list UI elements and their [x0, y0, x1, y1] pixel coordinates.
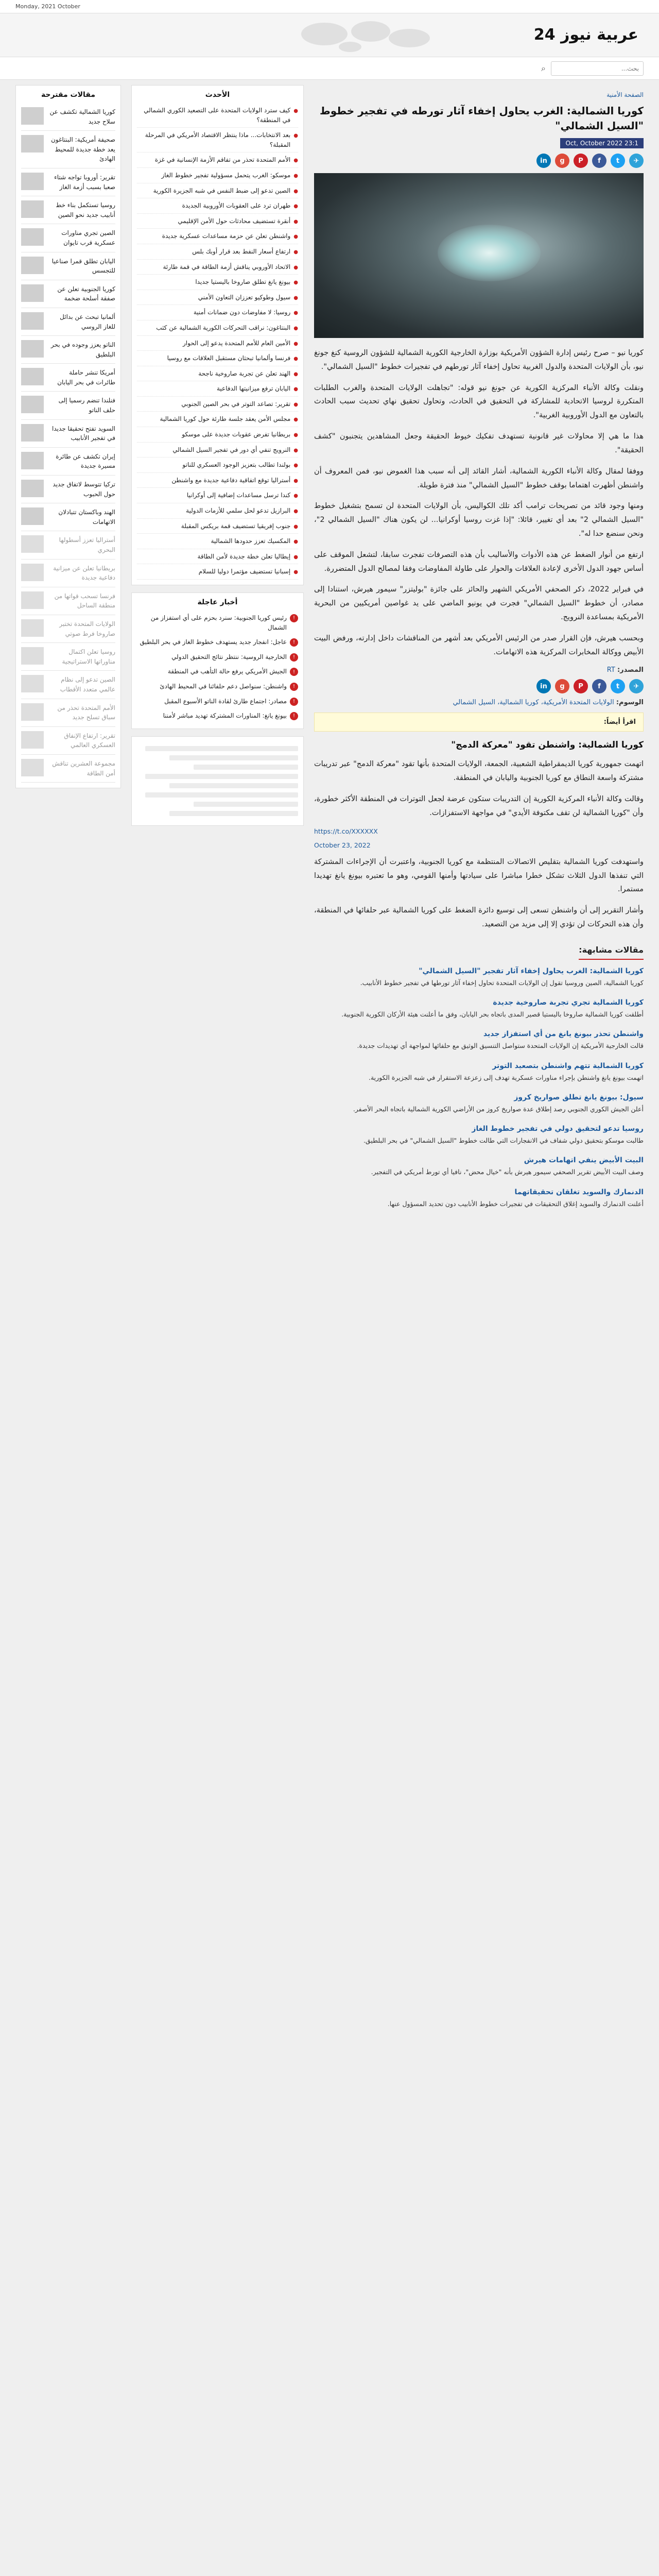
bullet-icon: ● — [293, 371, 298, 377]
twitter-share-icon[interactable]: t — [611, 679, 625, 693]
latest-item-text[interactable]: إيطاليا تعلن خطة جديدة لأمن الطاقة — [197, 552, 291, 560]
latest-item[interactable] — [137, 503, 298, 519]
placeholder-line — [169, 783, 298, 788]
sidebar-thumbnail[interactable] — [21, 424, 44, 442]
faded-content-box — [131, 736, 304, 826]
tweet-date: October 23, 2022 — [314, 841, 371, 849]
sidebar-item[interactable] — [21, 252, 115, 280]
sidebar-item[interactable] — [21, 420, 115, 448]
related-item[interactable] — [314, 1030, 644, 1051]
sidebar-item[interactable] — [21, 699, 115, 727]
breaking-item-text[interactable]: رئيس كوريا الجنوبية: سنرد بحزم على أي استفزاز من الشمال — [150, 614, 287, 631]
bullet-icon: ● — [293, 158, 298, 164]
sidebar-item[interactable] — [21, 280, 115, 308]
bullet-icon: ● — [293, 523, 298, 530]
bullet-icon: ● — [293, 463, 298, 469]
related-item-title[interactable]: سيول: بيونغ يانغ تطلق صواريخ كروز — [514, 1093, 644, 1101]
latest-item[interactable] — [137, 229, 298, 244]
related-item-desc: أطلقت كوريا الشمالية صاروخا باليستيا قصير المدى باتجاه بحر اليابان، وفق ما أعلنت هيئة الأركان الكورية الجنوبية. — [341, 1010, 644, 1018]
google-share-icon[interactable]: g — [555, 154, 569, 168]
latest-item[interactable] — [137, 198, 298, 214]
search-bar — [0, 57, 659, 80]
bullet-icon: ● — [293, 554, 298, 560]
sidebar-item[interactable] — [21, 196, 115, 224]
sidebar-item[interactable] — [21, 131, 115, 168]
latest-item[interactable] — [137, 381, 298, 397]
article-paragraph: واستهدفت كوريا الشمالية بتقليص الاتصالات المنتظمة مع كوريا الجنوبية، واعتبرت أن الإجراءات المشتركة التي تنفذها الدول الثلاث تشكل خطرا مباشرا على سيادتها وأمنها القومي، وهو ما تعتبره بيونغ يانغ تهديدا مستمرا. — [314, 857, 644, 894]
sidebar-thumbnail[interactable] — [21, 731, 44, 749]
sidebar-item-text[interactable]: بريطانيا تعلن عن ميزانية دفاعية جديدة — [53, 564, 115, 582]
related-item[interactable] — [314, 1062, 644, 1083]
placeholder-line — [194, 765, 298, 770]
article-paragraph: ومنها وجود قائد من تصريحات ترامب أكد تلك الكواليس، بأن الولايات المتحدة لن تسمح بتشغيل خطوط "السيل الشمالي 2" بعد أي تغيير، قائلا: "إذا غزت روسيا أوكرانيا... لن يكون هناك "السيل الشمالي 2"، ونحن سنضع حدا له". — [314, 502, 644, 538]
sidebar-thumbnail[interactable] — [21, 452, 44, 469]
latest-item[interactable] — [137, 549, 298, 565]
latest-item-text[interactable]: جنوب إفريقيا تستضيف قمة بريكس المقبلة — [181, 522, 291, 530]
bullet-icon: ● — [293, 173, 298, 179]
google-share-icon[interactable]: g — [555, 679, 569, 693]
latest-item[interactable] — [137, 457, 298, 473]
latest-item[interactable] — [137, 366, 298, 382]
search-input[interactable] — [551, 61, 644, 76]
latest-news-box — [131, 85, 304, 585]
latest-item-text[interactable]: بريطانيا تفرض عقوبات جديدة على موسكو — [182, 431, 291, 438]
bullet-icon: ● — [293, 204, 298, 210]
breaking-item[interactable] — [137, 708, 298, 723]
sidebar-thumbnail[interactable] — [21, 619, 44, 637]
alert-icon: ! — [290, 668, 298, 676]
latest-item[interactable] — [137, 427, 298, 443]
breaking-news-box — [131, 592, 304, 729]
bullet-icon: ● — [293, 417, 298, 423]
latest-item-text[interactable]: أستراليا توقع اتفاقية دفاعية جديدة مع واشنطن — [171, 476, 291, 484]
sidebar-item-text[interactable]: السويد تفتح تحقيقا جديدا في تفجير الأنابيب — [52, 425, 115, 442]
latest-item-text[interactable]: الهند تعلن عن تجربة صاروخية ناجحة — [198, 369, 291, 377]
sidebar-thumbnail[interactable] — [21, 675, 44, 692]
sidebar-item[interactable] — [21, 308, 115, 336]
sidebar-item[interactable] — [21, 615, 115, 643]
latest-item[interactable] — [137, 275, 298, 290]
latest-item[interactable] — [137, 320, 298, 336]
search-icon[interactable]: ⌕ — [541, 63, 546, 73]
bullet-icon: ● — [293, 401, 298, 408]
breadcrumb-section[interactable]: الصفحة الأمنية — [606, 91, 644, 98]
sidebar-item[interactable] — [21, 476, 115, 503]
sidebar-item-text[interactable]: فنلندا تنضم رسميا إلى حلف الناتو — [58, 397, 115, 414]
alert-icon: ! — [290, 638, 298, 647]
alert-icon: ! — [290, 712, 298, 720]
sidebar-item-text[interactable]: تقرير: ارتفاع الإنفاق العسكري العالمي — [64, 732, 115, 749]
related-item-title[interactable]: واشنطن تحذر بيونغ يانغ من أي استفزاز جديد — [483, 1030, 644, 1039]
sidebar-item-text[interactable]: الصين تدعو إلى نظام عالمي متعدد الأقطاب — [60, 676, 115, 693]
article-hero-image — [314, 173, 644, 338]
sidebar-item[interactable] — [21, 364, 115, 392]
latest-item-text[interactable]: الأمين العام للأمم المتحدة يدعو إلى الحوار — [182, 339, 291, 347]
telegram-share-icon[interactable]: ✈ — [629, 154, 644, 168]
placeholder-line — [194, 802, 298, 807]
latest-item[interactable] — [137, 473, 298, 488]
related-item-title[interactable]: كوريا الشمالية تجري تجربة صاروخية جديدة — [493, 998, 644, 1007]
breaking-item-text[interactable]: بيونغ يانغ: المناورات المشتركة تهديد مباشر لأمننا — [163, 712, 287, 720]
sidebar-item-text[interactable]: فرنسا تسحب قواتها من منطقة الساحل — [54, 592, 115, 609]
breaking-item-text[interactable]: عاجل: انفجار جديد يستهدف خطوط الغاز في بحر البلطيق — [140, 638, 287, 646]
sidebar-item-text[interactable]: اليابان تطلق قمرا صناعيا للتجسس — [51, 257, 115, 275]
sidebar-thumbnail[interactable] — [21, 200, 44, 218]
related-item-title[interactable]: كوريا الشمالية: الغرب يحاول إخفاء آثار تفجير "السيل الشمالي" — [419, 967, 644, 975]
sidebar-item-text[interactable]: كوريا الجنوبية تعلن عن صفقة أسلحة ضخمة — [57, 285, 115, 302]
sidebar-item[interactable] — [21, 560, 115, 587]
facebook-share-icon[interactable]: f — [592, 154, 606, 168]
latest-item-text[interactable]: أنقرة تستضيف محادثات حول الأمن الإقليمي — [178, 217, 291, 225]
bullet-icon: ● — [293, 280, 298, 286]
breaking-item-text[interactable]: واشنطن: سنواصل دعم حلفائنا في المحيط الهادئ — [160, 682, 287, 690]
bullet-icon: ● — [293, 249, 298, 255]
latest-item[interactable] — [137, 128, 298, 152]
article-column — [314, 85, 644, 1219]
breaking-item[interactable] — [137, 635, 298, 650]
bullet-icon: ● — [293, 234, 298, 240]
sidebar-item-text[interactable]: الأمم المتحدة تحذر من سباق تسلح جديد — [57, 704, 115, 721]
latest-item[interactable] — [137, 214, 298, 229]
related-item[interactable] — [314, 1156, 644, 1177]
latest-item-text[interactable]: إسبانيا تستضيف مؤتمرا دوليا للسلام — [198, 568, 291, 575]
bullet-icon: ● — [293, 478, 298, 484]
sidebar-item-text[interactable]: إيران تكشف عن طائرة مسيرة جديدة — [56, 452, 115, 470]
sidebar-item[interactable] — [21, 103, 115, 131]
latest-item-text[interactable]: النرويج تنفي أي دور في تفجير السيل الشمالي — [172, 446, 291, 453]
breaking-item[interactable] — [137, 650, 298, 665]
breaking-list — [137, 611, 298, 723]
sidebar-item[interactable] — [21, 643, 115, 671]
bullet-icon: ● — [293, 386, 298, 393]
bullet-icon: ● — [293, 356, 298, 362]
sidebar-item-text[interactable]: صحيفة أمريكية: البنتاغون يعد خطة جديدة للمحيط الهادئ — [51, 136, 115, 163]
linkedin-share-icon[interactable]: in — [536, 679, 551, 693]
bullet-icon: ● — [293, 310, 298, 316]
facebook-share-icon[interactable]: f — [592, 679, 606, 693]
latest-item[interactable] — [137, 103, 298, 128]
article-paragraph: ونقلت وكالة الأنباء المركزية الكورية عن جونغ نيو قوله: "تجاهلت الولايات المتحدة والغرب الطلبات المتكررة لروسيا الاتحادية للمشاركة في التحقيق في الحادث، وتحاول تحقيق نهاي تحديث سبب الحادث بالتعاون مع الدول الأوروبية الغربية". — [314, 383, 644, 420]
sidebar-item-text[interactable]: أمريكا تنشر حاملة طائرات في بحر اليابان — [57, 369, 115, 386]
placeholder-line — [145, 774, 298, 779]
latest-item[interactable] — [137, 564, 298, 580]
article-paragraph: ووفقا لمقال وكالة الأنباء الكورية الشمالية، أشار القائد إلى أنه سبب هذا الغموض نيو، فمن المعروف أن واشنطن أظهرت اهتماما بوقف خطوط "السيل الشمالي" منذ فترة طويلة. — [314, 467, 644, 489]
related-item-title[interactable]: البيت الأبيض ينفي اتهامات هيرش — [524, 1156, 644, 1165]
placeholder-line — [145, 792, 298, 798]
sidebar-item-text[interactable]: الصين تجري مناورات عسكرية قرب تايوان — [61, 229, 115, 246]
article-source — [314, 666, 644, 674]
related-item-desc: أعلنت الدنمارك والسويد إغلاق التحقيقات في تفجيرات خطوط الأنابيب دون تحديد المسؤول عنها. — [387, 1199, 644, 1208]
related-item[interactable] — [314, 1093, 644, 1114]
related-item[interactable] — [314, 1125, 644, 1146]
bullet-icon: ● — [293, 264, 298, 270]
source-value: RT — [606, 666, 615, 674]
share-bar-bottom — [314, 679, 644, 693]
suggested-box — [15, 85, 121, 788]
breaking-item[interactable] — [137, 611, 298, 635]
bullet-icon: ● — [293, 493, 298, 499]
article-subhead: كوريا الشمالية: واشنطن تقود "معركة الدمج" — [451, 740, 644, 751]
sidebar-item-text[interactable]: مجموعة العشرين تناقش أمن الطاقة — [52, 759, 115, 777]
latest-item-text[interactable]: اليابان ترفع ميزانيتها الدفاعية — [216, 385, 291, 393]
article-paragraph: وأشار التقرير إلى أن واشنطن تسعى إلى توسيع دائرة الضغط على كوريا الشمالية عبر حلفائها في المنطقة، وأن هذه التحركات لن تؤدي إلا إلى مزيد من التصعيد. — [314, 906, 644, 928]
article-paragraph: في فبراير 2022، ذكر الصحفي الأمريكي الشهير والحائز على جائزة "بوليتزر" سيمور هيرش، استنادا إلى مصادر، أن خطوط "السيل الشمالي" فجرت في يونيو الماضي على يد غواصين أمريكيين من البحرية الأمريكية بمساعدة النرويج. — [314, 585, 644, 621]
latest-title: الأحدث — [205, 91, 230, 99]
read-also-box — [314, 713, 644, 732]
latest-item[interactable] — [137, 351, 298, 366]
twitter-share-icon[interactable]: t — [611, 154, 625, 168]
related-item-desc: كوريا الشمالية، الصين وروسيا تقول إن الولايات المتحدة تحاول إخفاء آثار تورطها في تفجير خطوط الأنابيب. — [360, 978, 644, 987]
alert-icon: ! — [290, 698, 298, 706]
tweet-link[interactable]: https://t.co/XXXXXX — [314, 827, 378, 835]
latest-item-text[interactable]: ارتفاع أسعار النفط بعد قرار أوبك بلس — [192, 247, 291, 255]
breaking-title: أخبار عاجلة — [197, 598, 238, 606]
bullet-icon: ● — [293, 509, 298, 515]
latest-item[interactable] — [137, 443, 298, 458]
breadcrumb — [314, 85, 644, 104]
sidebar-thumbnail[interactable] — [21, 564, 44, 581]
sidebar — [15, 85, 121, 788]
related-item-desc: قالت الخارجية الأمريكية إن الولايات المتحدة ستواصل التنسيق الوثيق مع حلفائها لمواجهة أي تهديدات جديدة. — [357, 1042, 644, 1050]
latest-item-text[interactable]: بولندا تطالب بتعزيز الوجود العسكري للناتو — [182, 461, 291, 469]
sidebar-item[interactable] — [21, 448, 115, 476]
sidebar-list — [21, 103, 115, 783]
sidebar-item[interactable] — [21, 168, 115, 196]
latest-item-text[interactable]: موسكو: الغرب يتحمل مسؤولية تفجير خطوط الغاز — [161, 171, 291, 179]
alert-icon: ! — [290, 683, 298, 691]
alert-icon: ! — [290, 614, 298, 622]
latest-item-text[interactable]: فرنسا وألمانيا تبحثان مستقبل العلاقات مع روسيا — [167, 354, 291, 362]
latest-item[interactable] — [137, 336, 298, 351]
placeholder-line — [169, 755, 298, 760]
article-paragraph: كوريا نيو – صرح رئيس إدارة الشؤون الأمريكية بوزارة الخارجية الكورية الشمالية للشؤون الروسية كنغ جونغ نيو، بأن الولايات المتحدة والدول الغربية تحاول إخفاء آثار تورطهم في تفجيرات خطوط "السيل الشمالي". — [314, 349, 644, 371]
latest-item-text[interactable]: بيونغ يانغ تطلق صاروخا باليستيا جديدا — [195, 278, 291, 286]
related-title: مقالات مشابهة: — [579, 945, 644, 960]
article-paragraph: هذا ما هي إلا محاولات غير قانونية تستهدف تفكيك خيوط الحقيقة وجعل المشاهدين يتجنبون "كشف الحقيقة". — [314, 432, 644, 454]
article-title: كوريا الشمالية: الغرب يحاول إخفاء آثار تورطه في تفجير خطوط "السيل الشمالي" — [320, 105, 644, 132]
bullet-icon: ● — [293, 539, 298, 545]
tags-label: الوسوم: — [616, 699, 644, 707]
telegram-share-icon[interactable]: ✈ — [629, 679, 644, 693]
related-item[interactable] — [314, 967, 644, 988]
bullet-icon: ● — [293, 295, 298, 301]
breaking-item-text[interactable]: مصادر: اجتماع طارئ لقادة الناتو الأسبوع المقبل — [164, 697, 287, 705]
sidebar-item-text[interactable]: الهند وباكستان تتبادلان الاتهامات — [58, 509, 115, 526]
bullet-icon: ● — [293, 341, 298, 347]
sidebar-thumbnail[interactable] — [21, 591, 44, 609]
tag-extra: ، كوريا الشمالية، السيل الشمالي — [453, 699, 544, 707]
latest-item[interactable] — [137, 519, 298, 534]
latest-item-text[interactable]: بعد الانتخابات... ماذا ينتظر الاقتصاد الأمريكي في المرحلة المقبلة؟ — [145, 131, 291, 148]
latest-item[interactable] — [137, 244, 298, 260]
sidebar-thumbnail[interactable] — [21, 703, 44, 721]
bullet-icon: ● — [293, 188, 298, 194]
related-articles — [314, 945, 644, 1209]
pinterest-share-icon[interactable]: P — [574, 154, 588, 168]
latest-item[interactable] — [137, 290, 298, 306]
site-logo[interactable]: عربية نيوز 24 — [533, 26, 638, 44]
related-item[interactable] — [314, 1188, 644, 1209]
sidebar-thumbnail[interactable] — [21, 312, 44, 330]
brand-bar — [0, 13, 659, 57]
latest-item[interactable] — [137, 488, 298, 503]
bullet-icon: ● — [293, 133, 298, 139]
sidebar-thumbnail[interactable] — [21, 507, 44, 525]
latest-item-text[interactable]: البنتاغون: نراقب التحركات الكورية الشمالية عن كثب — [156, 324, 291, 331]
latest-item-text[interactable]: روسيا: لا مفاوضات دون ضمانات أمنية — [193, 309, 291, 316]
placeholder-line — [169, 811, 298, 816]
pinterest-share-icon[interactable]: P — [574, 679, 588, 693]
breaking-item[interactable] — [137, 694, 298, 709]
sidebar-item[interactable] — [21, 727, 115, 755]
sidebar-item[interactable] — [21, 671, 115, 699]
latest-item[interactable] — [137, 534, 298, 549]
bullet-icon: ● — [293, 325, 298, 331]
latest-item[interactable] — [137, 152, 298, 168]
article-paragraph: اتهمت جمهورية كوريا الديمقراطية الشعبية، الجمعة، الولايات المتحدة بأنها تقود "معركة الدمج" عبر تدريبات مشتركة واسعة النطاق مع كوريا الجنوبية واليابان في المنطقة. — [314, 760, 644, 783]
sidebar-item-text[interactable]: كوريا الشمالية تكشف عن سلاح جديد — [49, 108, 115, 125]
sidebar-item[interactable] — [21, 587, 115, 615]
sidebar-thumbnail[interactable] — [21, 368, 44, 385]
sidebar-item-text[interactable]: تقرير: أوروبا تواجه شتاء صعبا بسبب أزمة الغاز — [54, 173, 115, 191]
latest-item[interactable] — [137, 168, 298, 183]
related-item-desc: أعلن الجيش الكوري الجنوبي رصد إطلاق عدة صواريخ كروز من الأراضي الكورية الشمالية باتجاه البحر الأصفر. — [353, 1105, 644, 1113]
sidebar-item-text[interactable]: أستراليا تعزز أسطولها البحري — [59, 536, 115, 553]
latest-item-text[interactable]: المكسيك تعزز حدودها الشمالية — [211, 537, 291, 545]
sidebar-item-text[interactable]: ألمانيا تبحث عن بدائل للغاز الروسي — [60, 313, 115, 330]
latest-item[interactable] — [137, 305, 298, 320]
sidebar-item[interactable] — [21, 392, 115, 419]
bullet-icon: ● — [293, 108, 298, 114]
sidebar-thumbnail[interactable] — [21, 396, 44, 413]
sidebar-item-text[interactable]: روسيا تعلن اكتمال مناوراتها الاستراتيجية — [62, 648, 115, 665]
sidebar-thumbnail[interactable] — [21, 759, 44, 776]
article-paragraph: وبحسب هيرش، فإن القرار صدر من الرئيس الأمريكي بعد أشهر من المناقشات داخل إدارته، ورفض البيت الأبيض ووكالة المخابرات المركزية هذه الاتهامات. — [314, 634, 644, 656]
gas-leak-glow — [438, 225, 541, 281]
latest-item-text[interactable]: سيول وطوكيو تعززان التعاون الأمني — [198, 293, 291, 301]
breaking-item[interactable] — [137, 664, 298, 679]
latest-item-text[interactable]: كيف سترد الولايات المتحدة على التصعيد الكوري الشمالي في المنطقة؟ — [144, 107, 291, 124]
top-bar — [0, 0, 659, 13]
article-tags — [314, 699, 644, 706]
article-date: Oct, October 2022 23:1 — [560, 138, 644, 148]
sidebar-item-text[interactable]: روسيا تستكمل بناء خط أنابيب جديد نحو الصين — [56, 201, 115, 218]
latest-item-text[interactable]: طهران ترد على العقوبات الأوروبية الجديدة — [182, 202, 291, 210]
latest-item[interactable] — [137, 183, 298, 199]
linkedin-share-icon[interactable]: in — [536, 154, 551, 168]
sidebar-thumbnail[interactable] — [21, 340, 44, 358]
related-item-title[interactable]: روسيا تدعو لتحقيق دولي في تفجير خطوط الغاز — [472, 1125, 644, 1133]
latest-item[interactable] — [137, 412, 298, 427]
sidebar-thumbnail[interactable] — [21, 535, 44, 553]
bullet-icon: ● — [293, 218, 298, 225]
latest-list — [137, 103, 298, 580]
sidebar-item[interactable] — [21, 755, 115, 783]
sidebar-item[interactable] — [21, 224, 115, 252]
breaking-item-text[interactable]: الخارجية الروسية: ننتظر نتائج التحقيق الدولي — [171, 653, 287, 660]
top-date: Monday, 2021 October — [15, 3, 80, 10]
latest-item-text[interactable]: مجلس الأمن يعقد جلسة طارئة حول كوريا الشمالية — [160, 415, 291, 423]
sidebar-item-text[interactable]: الناتو يعزز وجوده في بحر البلطيق — [50, 341, 115, 358]
related-item-title[interactable]: الدنمارك والسويد تغلقان تحقيقاتهما — [514, 1188, 644, 1196]
world-map-graphic — [288, 13, 443, 57]
placeholder-line — [145, 746, 298, 751]
sidebar-thumbnail[interactable] — [21, 647, 44, 665]
latest-item-text[interactable]: كندا ترسل مساعدات إضافية إلى أوكرانيا — [186, 492, 291, 499]
latest-item-text[interactable]: الاتحاد الأوروبي يناقش أزمة الطاقة في قمة طارئة — [163, 263, 291, 270]
sidebar-thumbnail[interactable] — [21, 480, 44, 497]
latest-item-text[interactable]: البرازيل تدعو لحل سلمي للأزمات الدولية — [186, 507, 291, 515]
read-also-label: اقرأ أيضاً: — [603, 718, 636, 726]
latest-item-text[interactable]: واشنطن تعلن عن حزمة مساعدات عسكرية جديدة — [162, 232, 291, 240]
share-bar — [314, 154, 644, 168]
sidebar-thumbnail[interactable] — [21, 257, 44, 274]
sidebar-item[interactable] — [21, 503, 115, 531]
bullet-icon: ● — [293, 447, 298, 453]
sidebar-thumbnail[interactable] — [21, 284, 44, 302]
latest-item-text[interactable]: الصين تدعو إلى ضبط النفس في شبه الجزيرة الكورية — [153, 187, 291, 194]
sidebar-item-text[interactable]: الولايات المتحدة تختبر صاروخا فرط صوتي — [59, 620, 115, 637]
related-item[interactable] — [314, 998, 644, 1020]
sidebar-item[interactable] — [21, 531, 115, 559]
latest-item-text[interactable]: تقرير: تصاعد التوتر في بحر الصين الجنوبي — [181, 400, 291, 408]
related-item-title[interactable]: كوريا الشمالية تتهم واشنطن بتصعيد التوتر — [492, 1061, 644, 1070]
source-label: المصدر: — [617, 666, 644, 674]
sidebar-thumbnail[interactable] — [21, 107, 44, 125]
breaking-item-text[interactable]: الجيش الأمريكي يرفع حالة التأهب في المنطقة — [168, 668, 287, 675]
tag-link[interactable]: الولايات المتحدة الأمريكية — [543, 699, 614, 707]
related-item-desc: وصف البيت الأبيض تقرير الصحفي سيمور هيرش بأنه "خيال محض"، نافيا أي تورط أمريكي في التفجير. — [371, 1168, 644, 1176]
latest-item[interactable] — [137, 397, 298, 412]
related-item-desc: طالبت موسكو بتحقيق دولي شفاف في الانفجارات التي طالت خطوط "السيل الشمالي" في بحر البلطيق. — [363, 1137, 644, 1144]
sidebar-thumbnail[interactable] — [21, 173, 44, 190]
sidebar-item[interactable] — [21, 336, 115, 364]
sidebar-item-text[interactable]: تركيا تتوسط لاتفاق جديد حول الحبوب — [53, 481, 115, 498]
sidebar-thumbnail[interactable] — [21, 228, 44, 246]
alert-icon: ! — [290, 653, 298, 662]
related-item-desc: اتهمت بيونغ يانغ واشنطن بإجراء مناورات عسكرية تهدف إلى زعزعة الاستقرار في شبه الجزيرة الكورية. — [368, 1073, 644, 1081]
bullet-icon: ● — [293, 569, 298, 575]
sidebar-title: مقالات مقترحة — [41, 91, 96, 99]
latest-item[interactable] — [137, 260, 298, 275]
breaking-item[interactable] — [137, 679, 298, 694]
bullet-icon: ● — [293, 432, 298, 438]
sidebar-thumbnail[interactable] — [21, 135, 44, 152]
article-paragraph: ارتفع من أنوار الضغط عن هذه الأدوات والأساليب بأن هذه التصرفات تفجرت سابقا، لتشعل الموقف على أساس جهود الدول الأخرى لإعادة العلاقات والحوار على طاولة المفاوضات وفقا لمصالح الدول المتضررة. — [314, 550, 644, 573]
latest-item-text[interactable]: الأمم المتحدة تحذر من تفاقم الأزمة الإنسانية في غزة — [154, 156, 291, 164]
news-column — [131, 85, 304, 826]
article-paragraph: وقالت وكالة الأنباء المركزية الكورية إن التدريبات ستكون عرضة لجعل التوترات في المنطقة الأكثر خطورة، وأن "كوريا الشمالية لن تقف مكتوفة الأيدي" في مواجهة الاستفزازات. — [314, 795, 644, 817]
